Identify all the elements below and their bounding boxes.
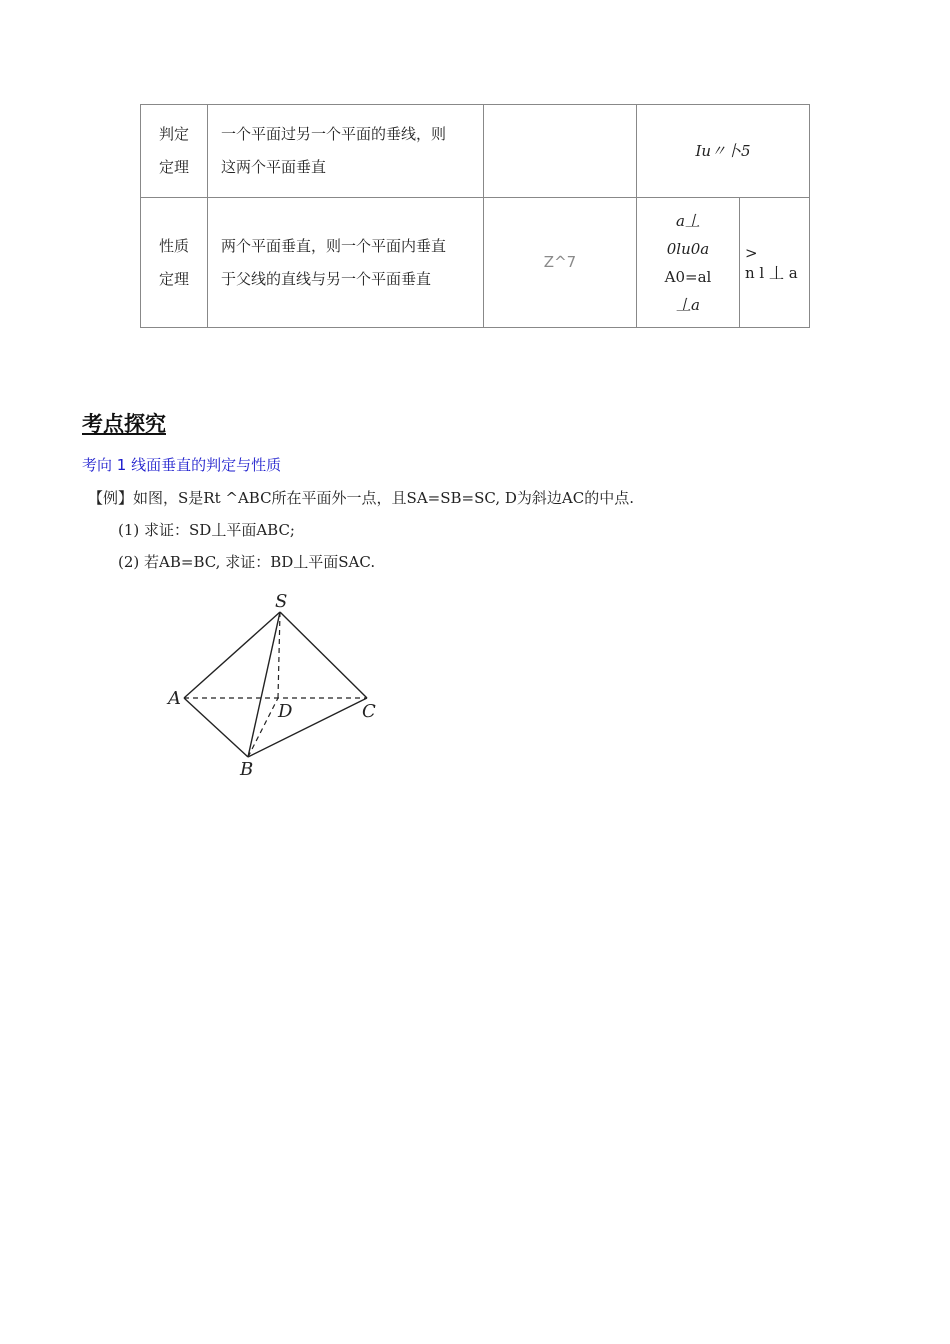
symbol-text: Iu〃卜5: [695, 141, 751, 160]
section-title: 考点探究: [82, 412, 166, 436]
theorem-name-line: 判定: [158, 125, 189, 143]
theorem-name-cell: [141, 105, 208, 198]
theorem-name-line: 性质: [158, 236, 189, 255]
label-a: A: [168, 688, 181, 709]
symbol-line: 0lu0a: [666, 239, 710, 258]
question-2: (2) 若AB=BC, 求证：BD丄平面SAC.: [118, 553, 376, 571]
example-label: 【例】: [88, 489, 134, 507]
theorem-table: [140, 104, 810, 328]
theorem-desc-cell: [208, 105, 484, 198]
symbol-cell: [637, 105, 810, 198]
figure-cell: [484, 198, 637, 328]
symbol-line: 丄a: [676, 295, 700, 314]
question-1: (1) 求证：SD丄平面ABC;: [118, 521, 295, 539]
segment-bd-hidden: [248, 698, 278, 757]
table-row: [141, 105, 810, 198]
edge-sb: [248, 612, 280, 757]
example-intro-line: [88, 487, 634, 508]
symbol-line: a丄: [676, 211, 700, 230]
theorem-desc-line: 于父线的直线与另一个平面垂直: [221, 269, 432, 288]
theorem-name-line: 定理: [158, 269, 189, 288]
table-row: [141, 198, 810, 328]
segment-sd-hidden: [278, 612, 280, 698]
symbol-line: A0=al: [664, 267, 712, 286]
edge-sc: [280, 612, 367, 698]
symbol-cell: [637, 198, 740, 328]
label-c: C: [362, 701, 376, 722]
theorem-desc-line: 一个平面过另一个平面的垂线，则: [221, 125, 447, 143]
theorem-desc-cell: [208, 198, 484, 328]
theorem-desc-line: 这两个平面垂直: [221, 158, 327, 176]
edge-sa: [184, 612, 280, 698]
theorem-desc-line: 两个平面垂直，则一个平面内垂直: [221, 236, 447, 255]
figure-cell: [484, 105, 637, 198]
label-s: S: [275, 591, 288, 612]
symbol-result-cell: [740, 198, 810, 328]
theorem-name-line: 定理: [158, 158, 189, 176]
example-intro: 如图，S是Rt ^ABC所在平面外一点，且SA=SB=SC, D为斜边AC的中点.: [133, 489, 634, 507]
label-d: D: [278, 701, 293, 722]
pyramid-figure: [160, 585, 400, 785]
edge-bc: [248, 698, 367, 757]
edge-ab: [184, 698, 248, 757]
theorem-name-cell: [141, 198, 208, 328]
arrow-symbol: >: [745, 243, 758, 262]
section-subheading: 考向 1 线面垂直的判定与性质: [82, 456, 282, 474]
symbol-result: n l 丄 a: [745, 263, 798, 282]
label-b: B: [240, 759, 254, 780]
figure-garbled-text: Z^7: [543, 253, 577, 271]
